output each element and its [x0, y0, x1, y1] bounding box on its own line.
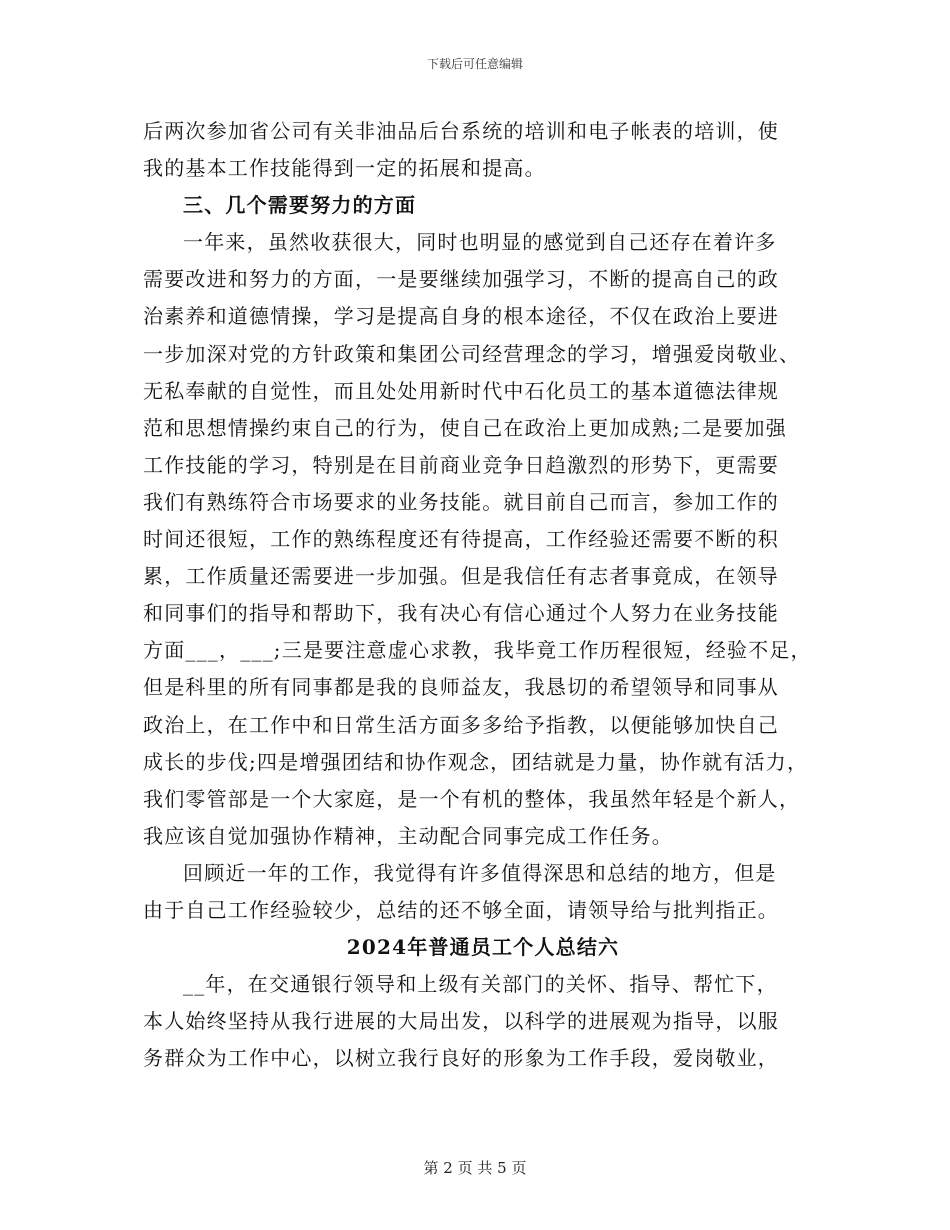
text-line: 无私奉献的自觉性，而且处处用新时代中石化员工的基本道德法律规 — [143, 378, 779, 403]
text-line: 范和思想情操约束自己的行为，使自己在政治上更加成熟;二是要加强 — [143, 415, 787, 440]
text-line: 一年来，虽然收获很大，同时也明显的感觉到自己还存在着许多 — [183, 230, 777, 255]
text-line: 我们有熟练符合市场要求的业务技能。就目前自己而言，参加工作的 — [143, 489, 779, 514]
document-body — [143, 113, 823, 1077]
text-line: 回顾近一年的工作，我觉得有许多值得深思和总结的地方，但是 — [183, 860, 777, 885]
text-line: 我们零管部是一个大家庭，是一个有机的整体，我虽然年轻是个新人， — [143, 786, 801, 811]
text-line: 和同事们的指导和帮助下，我有决心有信心通过个人努力在业务技能 — [143, 601, 779, 626]
text-line: 本人始终坚持从我行进展的大局出发，以科学的进展观为指导，以服 — [143, 1009, 779, 1034]
text-line: 需要改进和努力的方面，一是要继续加强学习，不断的提高自己的政 — [143, 267, 779, 292]
text-line: 我应该自觉加强协作精神，主动配合同事完成工作任务。 — [143, 823, 673, 848]
text-line: 我的基本工作技能得到一定的拓展和提高。 — [143, 156, 546, 181]
text-line: __年，在交通银行领导和上级有关部门的关怀、指导、帮忙下， — [183, 972, 778, 997]
text-line: 工作技能的学习，特别是在目前商业竞争日趋激烈的形势下，更需要 — [143, 452, 779, 477]
page-footer: 第 2 页 共 5 页 — [423, 1159, 527, 1177]
text-line: 方面___，___;三是要注意虚心求教，我毕竟工作历程很短，经验不足， — [143, 638, 812, 663]
text-line: 时间还很短，工作的熟练程度还有待提高，工作经验还需要不断的积 — [143, 527, 779, 552]
text-line: 治素养和道德情操，学习是提高自身的根本途径，不仅在政治上要进 — [143, 304, 779, 329]
text-line: 一步加深对党的方针政策和集团公司经营理念的学习，增强爱岗敬业、 — [143, 341, 801, 366]
text-line: 由于自己工作经验较少，总结的还不够全面，请领导给与批判指正。 — [143, 897, 779, 922]
section-title: 2024年普通员工个人总结六 — [346, 935, 620, 960]
text-line: 务群众为工作中心，以树立我行良好的形象为工作手段，爱岗敬业， — [143, 1046, 779, 1071]
text-line: 累，工作质量还需要进一步加强。但是我信任有志者事竟成，在领导 — [143, 564, 779, 589]
text-line: 成长的步伐;四是增强团结和协作观念，团结就是力量，协作就有活力， — [143, 749, 809, 774]
text-line: 后两次参加省公司有关非油品后台系统的培训和电子帐表的培训，使 — [143, 119, 779, 143]
page-header: 下载后可任意编辑 — [426, 57, 523, 71]
section-heading: 三、几个需要努力的方面 — [183, 193, 417, 218]
text-line: 但是科里的所有同事都是我的良师益友，我恳切的希望领导和同事从 — [143, 675, 779, 700]
text-line: 政治上，在工作中和日常生活方面多多给予指教，以便能够加快自己 — [143, 712, 779, 737]
